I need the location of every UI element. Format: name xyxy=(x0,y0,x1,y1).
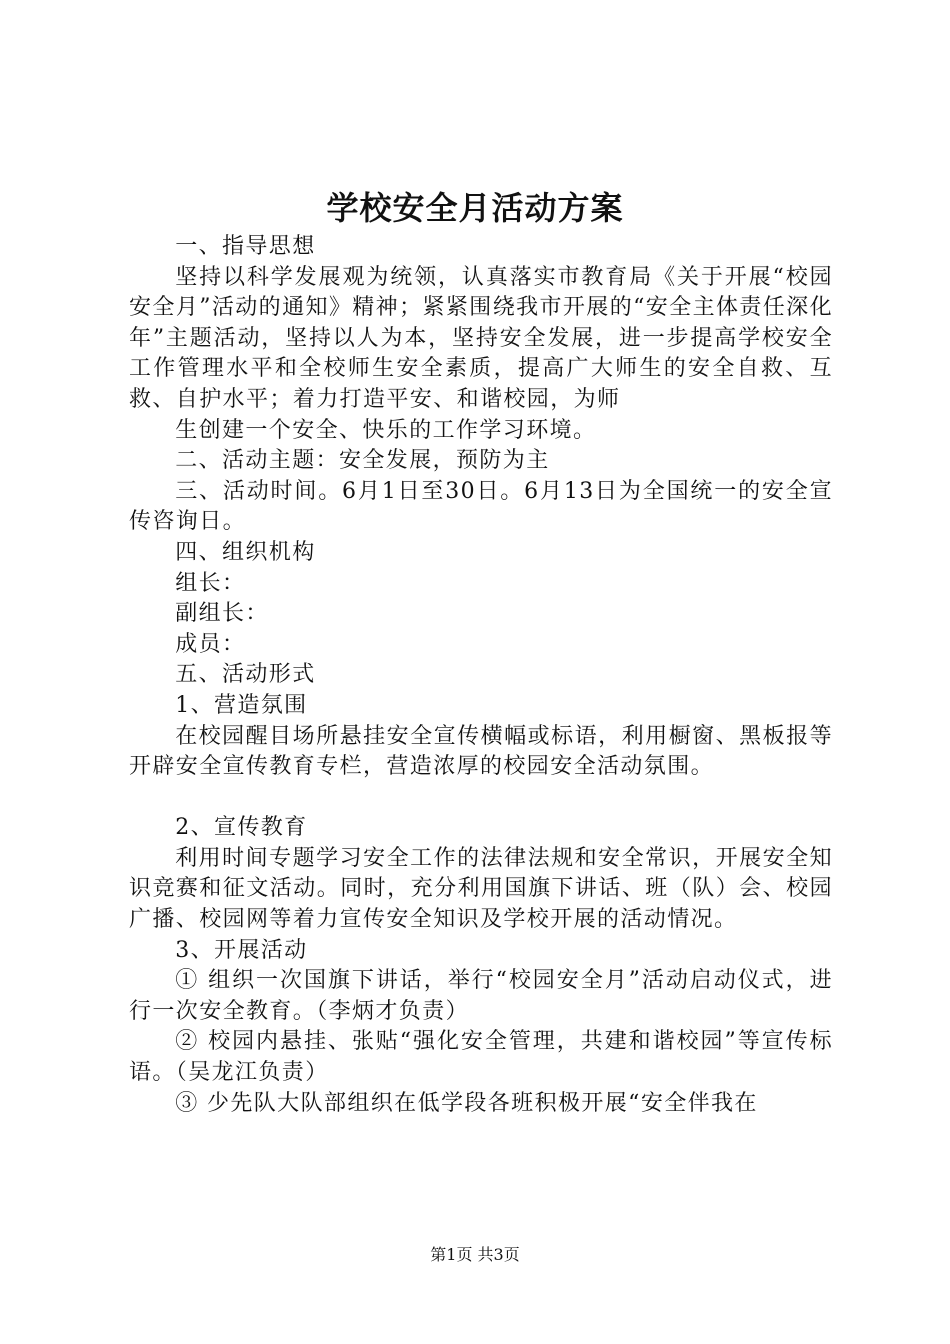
paragraph-guiding-ideology-cont: 生创建一个安全、快乐的工作学习环境。 xyxy=(175,417,597,443)
document-title: 学校安全月活动方案 xyxy=(326,189,624,227)
list-item-activity-1: ① 组织一次国旗下讲话，举行“校园安全月”活动启动仪式，进行一次安全教育。（李炳才负责） xyxy=(129,968,833,1024)
subheading-atmosphere: 1、营造氛围 xyxy=(175,692,308,718)
page-total: 共3页 xyxy=(477,1245,520,1264)
paragraph-atmosphere: 在校园醒目场所悬挂安全宣传横幅或标语，利用橱窗、黑板报等开辟安全宣传教育专栏，营造浓厚的校园安全活动氛围。 xyxy=(129,723,833,780)
list-item-activity-2: ② 校园内悬挂、张贴“强化安全管理，共建和谐校园”等宣传标语。（吴龙江负责） xyxy=(129,1029,833,1086)
heading-activity-theme: 二、活动主题：安全发展，预防为主 xyxy=(175,448,550,474)
paragraph-activity-time: 三、活动时间。6月1日至30日。6月13日为全国统一的安全宣传咨询日。 xyxy=(129,478,833,535)
subheading-activities: 3、开展活动 xyxy=(175,937,308,963)
document-body xyxy=(129,232,833,1119)
heading-guiding-ideology: 一、指导思想 xyxy=(175,234,316,259)
line-deputy-leader: 副组长： xyxy=(175,601,269,627)
line-members: 成员： xyxy=(175,631,246,657)
heading-activity-forms: 五、活动形式 xyxy=(175,662,316,688)
page-footer xyxy=(0,1244,950,1266)
subheading-publicity: 2、宣传教育 xyxy=(175,815,308,841)
heading-organization: 四、组织机构 xyxy=(175,539,316,565)
blank-line xyxy=(129,783,833,814)
paragraph-guiding-ideology: 坚持以科学发展观为统领，认真落实市教育局《关于开展“校园安全月”活动的通知》精神；紧紧围绕我市开展的“安全主体责任深化年”主题活动，坚持以人为本，坚持安全发展，进一步提高学校安全工作管理水平和全校师生安全素质，提高广大师生的安全自救、互救、自护水平；着力打造平安、和谐校园，为师 xyxy=(129,264,833,412)
line-group-leader: 组长： xyxy=(175,570,246,596)
page-number: 第1页 xyxy=(430,1245,473,1264)
list-item-activity-3: ③ 少先队大队部组织在低学段各班积极开展“安全伴我在 xyxy=(175,1090,758,1116)
paragraph-publicity: 利用时间专题学习安全工作的法律法规和安全常识，开展安全知识竞赛和征文活动。同时，充分利用国旗下讲话、班（队）会、校园广播、校园网等着力宣传安全知识及学校开展的活动情况。 xyxy=(129,845,833,933)
